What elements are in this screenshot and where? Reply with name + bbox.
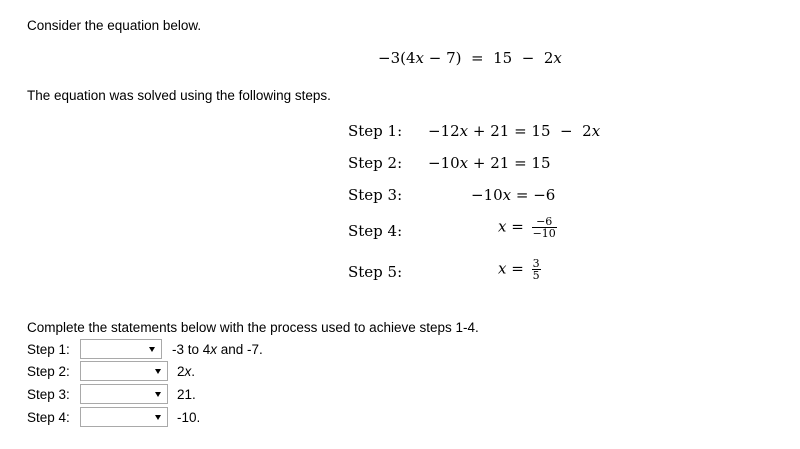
step-3-dropdown[interactable]: [80, 384, 168, 404]
step-5-equation: x = $\frac{3}{5}$: [498, 257, 540, 282]
step-4-dropdown[interactable]: [80, 407, 168, 427]
step-5-label: Step 5:: [348, 263, 403, 281]
answer-3-label: Step 3:: [27, 387, 70, 402]
answer-4-text: -10.: [177, 410, 201, 425]
dropdown-arrow-icon: [155, 369, 161, 374]
step-1-equation: −12x + 21 = 15 − 2x: [428, 122, 601, 140]
dropdown-arrow-icon: [155, 392, 161, 397]
step-2-dropdown[interactable]: [80, 361, 168, 381]
step-3-equation: −10x = −6: [471, 186, 556, 204]
step-5-fraction: $\frac{3}{5}$: [532, 257, 540, 282]
step-3-label: Step 3:: [348, 186, 403, 204]
step-1-label: Step 1:: [348, 122, 403, 140]
prompt-text: Complete the statements below with the process used to achieve steps 1-4.: [27, 320, 479, 335]
answer-3-text: 21.: [177, 387, 196, 402]
step-2-equation: −10x + 21 = 15: [428, 154, 551, 172]
step-4-equation: x = $\frac{-6}{-10}$: [498, 215, 556, 240]
dropdown-arrow-icon: [149, 347, 155, 352]
dropdown-arrow-icon: [155, 415, 161, 420]
step-4-label: Step 4:: [348, 222, 403, 240]
answer-2-text: 2x.: [177, 364, 196, 379]
answer-4-label: Step 4:: [27, 410, 70, 425]
step-2-label: Step 2:: [348, 154, 403, 172]
intro-text: Consider the equation below.: [27, 18, 202, 33]
step-4-fraction: $\frac{-6}{-10}$: [532, 215, 556, 240]
answer-2-label: Step 2:: [27, 364, 70, 379]
answer-1-label: Step 1:: [27, 342, 70, 357]
step-1-dropdown[interactable]: [80, 339, 162, 359]
main-equation: −3(4x − 7) = 15 − 2x: [378, 49, 562, 67]
solved-text: The equation was solved using the following steps.: [27, 88, 331, 103]
answer-1-text: -3 to 4x and -7.: [172, 342, 263, 357]
